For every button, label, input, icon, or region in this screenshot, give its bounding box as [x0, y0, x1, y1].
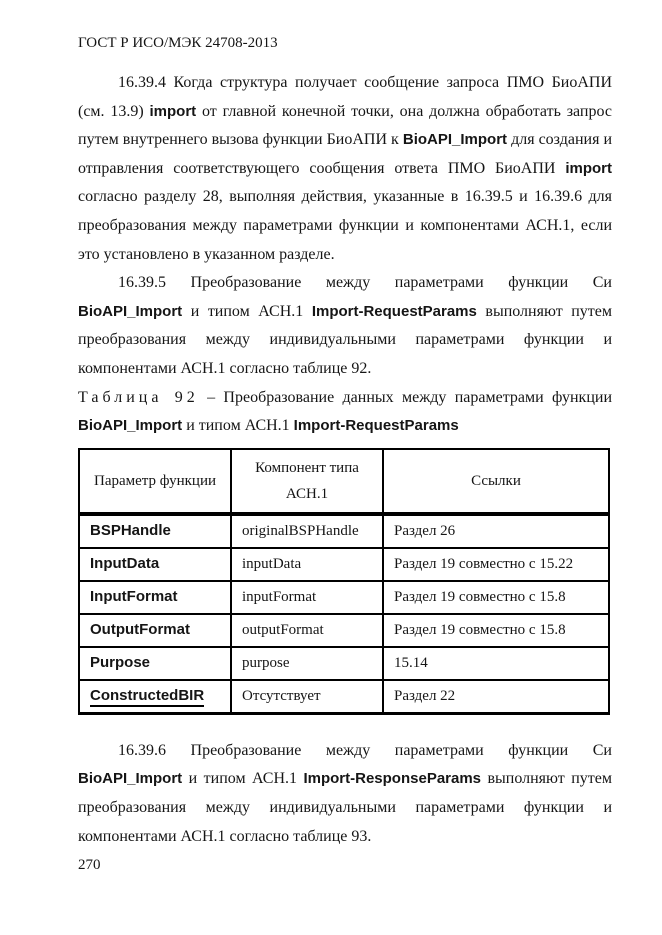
table-header-row [79, 449, 609, 514]
cell-function-parameter [79, 614, 231, 647]
cell-reference: Раздел 19 совместно с 15.22 [383, 548, 609, 581]
text-run: выполняют путем преобразования между индивидуальными параметрами функции и компонентами АСН.1 согласно таблице 93. [78, 770, 613, 845]
paragraph-16-39-6 [78, 737, 612, 851]
table-row [79, 614, 609, 647]
parameter-name: InputData [90, 554, 160, 572]
code-identifier: BioAPI_Import [402, 131, 508, 149]
table-row [79, 581, 609, 614]
code-identifier: BioAPI_Import [78, 770, 183, 788]
paragraph-16-39-5 [78, 269, 612, 383]
table-row [79, 647, 609, 680]
parameter-name: OutputFormat [90, 620, 190, 638]
code-identifier: Import-RequestParams [311, 302, 477, 320]
text-run: и типом АСН.1 [182, 302, 312, 320]
column-header-asn1-component: Компонент типа АСН.1 [231, 449, 383, 514]
cell-reference: Раздел 26 [383, 514, 609, 548]
code-identifier: import [565, 159, 612, 177]
table-caption [78, 384, 612, 441]
text-run: и типом АСН.1 [182, 417, 294, 435]
cell-function-parameter [79, 647, 231, 680]
cell-function-parameter [79, 680, 231, 714]
cell-asn1-component: outputFormat [231, 614, 383, 647]
table-row [79, 548, 609, 581]
cell-reference: Раздел 22 [383, 680, 609, 714]
cell-function-parameter [79, 581, 231, 614]
cell-asn1-component: inputData [231, 548, 383, 581]
cell-asn1-component: purpose [231, 647, 383, 680]
cell-asn1-component: originalBSPHandle [231, 514, 383, 548]
text-run: – Преобразование данных между параметрами функции [198, 388, 613, 406]
column-header-references: Ссылки [383, 449, 609, 514]
cell-function-parameter [79, 548, 231, 581]
text-run: и типом АСН.1 [182, 770, 304, 788]
cell-function-parameter [79, 514, 231, 548]
cell-asn1-component: inputFormat [231, 581, 383, 614]
page-number: 270 [78, 857, 101, 873]
column-header-function-parameter: Параметр функции [79, 449, 231, 514]
text-run: Таблица 92 [78, 388, 199, 406]
text-run: согласно разделу 28, выполняя действия, указанные в 16.39.5 и 16.39.6 для преобразования между параметрами функции и компонентами АСН.1, если это установлено в указанном разделе. [78, 188, 612, 263]
code-identifier: BioAPI_Import [78, 302, 183, 320]
cell-reference: Раздел 19 совместно с 15.8 [383, 614, 609, 647]
code-identifier: BioAPI_Import [78, 417, 183, 435]
page-content [78, 34, 612, 851]
text-run: 16.39.5 Преобразование между параметрами функции Си [118, 274, 612, 292]
table-row [79, 514, 609, 548]
paragraph-16-39-4 [78, 69, 612, 269]
parameter-name: ConstructedBIR [90, 687, 204, 707]
text-run: выполняют путем преобразования между индивидуальными параметрами функции и компонентами АСН.1 согласно таблице 92. [78, 302, 613, 377]
table-row [79, 680, 609, 714]
parameter-name: InputFormat [90, 587, 178, 605]
parameter-name: BSPHandle [90, 521, 171, 539]
code-identifier: Import-RequestParams [293, 417, 459, 435]
conversion-table-92 [78, 448, 610, 715]
cell-reference: 15.14 [383, 647, 609, 680]
parameter-name: Purpose [90, 653, 151, 671]
code-identifier: Import-ResponseParams [303, 770, 482, 788]
text-run: для создания и отправления соответствующего сообщения ответа ПМО БиоАПИ [78, 131, 613, 177]
text-run: от главной конечной точки, она должна обработать запрос путем внутреннего вызова функции БиоАПИ к [78, 102, 612, 149]
text-run: 16.39.6 Преобразование между параметрами функции Си [118, 741, 612, 759]
running-header: ГОСТ Р ИСО/МЭК 24708-2013 [78, 35, 278, 51]
text-run: 16.39.4 Когда структура получает сообщение запроса ПМО БиоАПИ (см. 13.9) [78, 74, 612, 120]
code-identifier: import [149, 102, 197, 120]
cell-reference: Раздел 19 совместно с 15.8 [383, 581, 609, 614]
cell-asn1-component: Отсутствует [231, 680, 383, 714]
